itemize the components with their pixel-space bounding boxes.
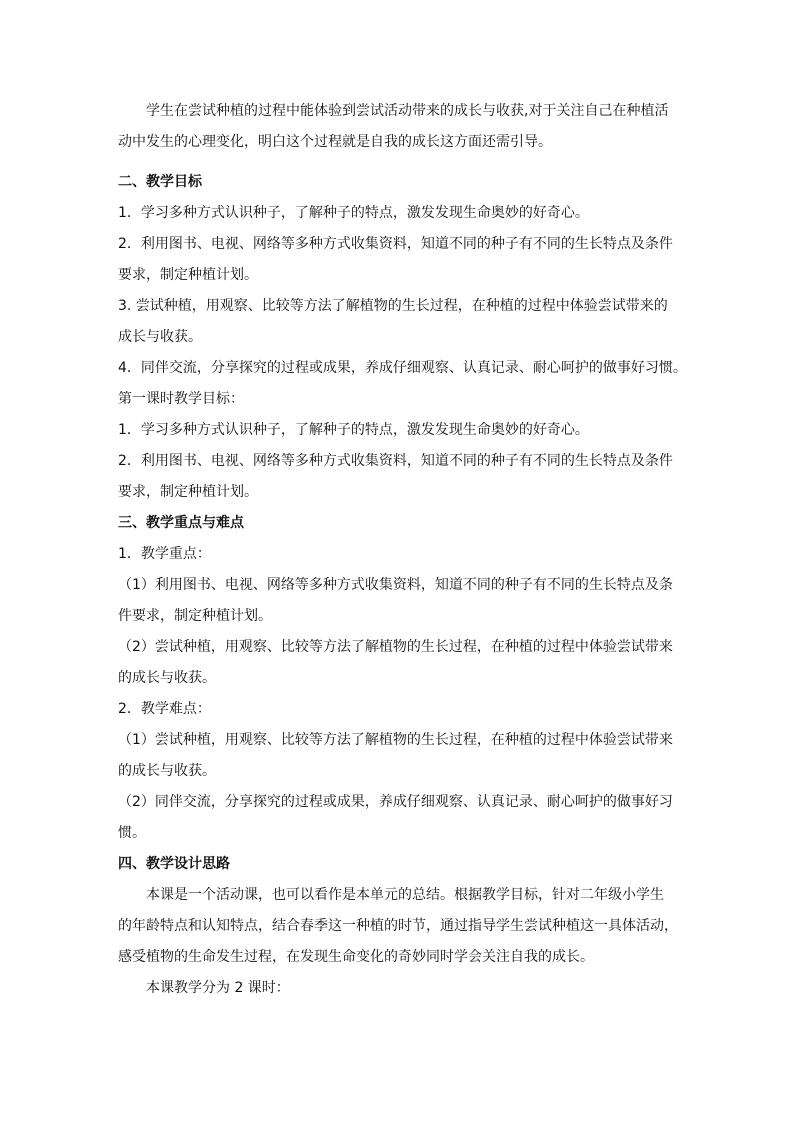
design-line-2: 的年龄特点和认知特点，结合春季这一种植的时节，通过指导学生尝试种植这一具体活动， (118, 918, 678, 934)
document-body (118, 96, 687, 1004)
objective-line-2: 2．利用图书、电视、网络等多种方式收集资料，知道不同的种子有不同的生长特点及条件 (118, 236, 673, 252)
key-point-line-10: 惯。 (118, 825, 146, 841)
objective-line-1: 1．学习多种方式认识种子，了解种子的特点，激发发现生命奥妙的好奇心。 (118, 205, 589, 221)
design-line-4: 本课教学分为 2 课时： (146, 980, 290, 996)
objective-line-6: 4．同伴交流，分享探究的过程或成果，养成仔细观察、认真记录、耐心呵护的做事好习惯。 (118, 360, 687, 376)
objective-line-8: 1．学习多种方式认识种子，了解种子的特点，激发发现生命奥妙的好奇心。 (118, 422, 589, 438)
key-point-line-1: 1．教学重点： (118, 546, 211, 562)
key-point-line-9: （2）同伴交流，分享探究的过程或成果，养成仔细观察、认真记录、耐心呵护的做事好习 (118, 794, 673, 810)
intro-line-2: 动中发生的心理变化，明白这个过程就是自我的成长这方面还需引导。 (118, 134, 552, 150)
section-heading-objectives: 二、教学目标 (118, 174, 202, 190)
key-point-line-5: 的成长与收获。 (118, 670, 216, 686)
objective-line-5: 成长与收获。 (118, 329, 202, 345)
first-lesson-objectives-label: 第一课时教学目标： (118, 391, 244, 407)
section-heading-design: 四、教学设计思路 (118, 856, 230, 872)
objective-line-4: 3. 尝试种植，用观察、比较等方法了解植物的生长过程，在种植的过程中体验尝试带来的 (118, 298, 668, 314)
design-line-3: 感受植物的生命发生过程，在发现生命变化的奇妙同时学会关注自我的成长。 (118, 949, 594, 965)
key-point-line-4: （2）尝试种植，用观察、比较等方法了解植物的生长过程，在种植的过程中体验尝试带来 (118, 639, 673, 655)
key-point-line-7: （1）尝试种植，用观察、比较等方法了解植物的生长过程，在种植的过程中体验尝试带来 (118, 732, 673, 748)
key-point-line-2: （1）利用图书、电视、网络等多种方式收集资料，知道不同的种子有不同的生长特点及条 (118, 577, 673, 593)
intro-line-1: 学生在尝试种植的过程中能体验到尝试活动带来的成长与收获,对于关注自己在种植活 (146, 103, 669, 119)
objective-line-10: 要求，制定种植计划。 (118, 484, 258, 500)
objective-line-3: 要求，制定种植计划。 (118, 267, 258, 283)
section-heading-key-points: 三、教学重点与难点 (118, 515, 244, 531)
objective-line-9: 2．利用图书、电视、网络等多种方式收集资料，知道不同的种子有不同的生长特点及条件 (118, 453, 673, 469)
design-line-1: 本课是一个活动课，也可以看作是本单元的总结。根据教学目标，针对二年级小学生 (146, 887, 664, 903)
key-point-line-8: 的成长与收获。 (118, 763, 216, 779)
key-point-line-3: 件要求，制定种植计划。 (118, 608, 272, 624)
key-point-line-6: 2．教学难点： (118, 701, 211, 717)
